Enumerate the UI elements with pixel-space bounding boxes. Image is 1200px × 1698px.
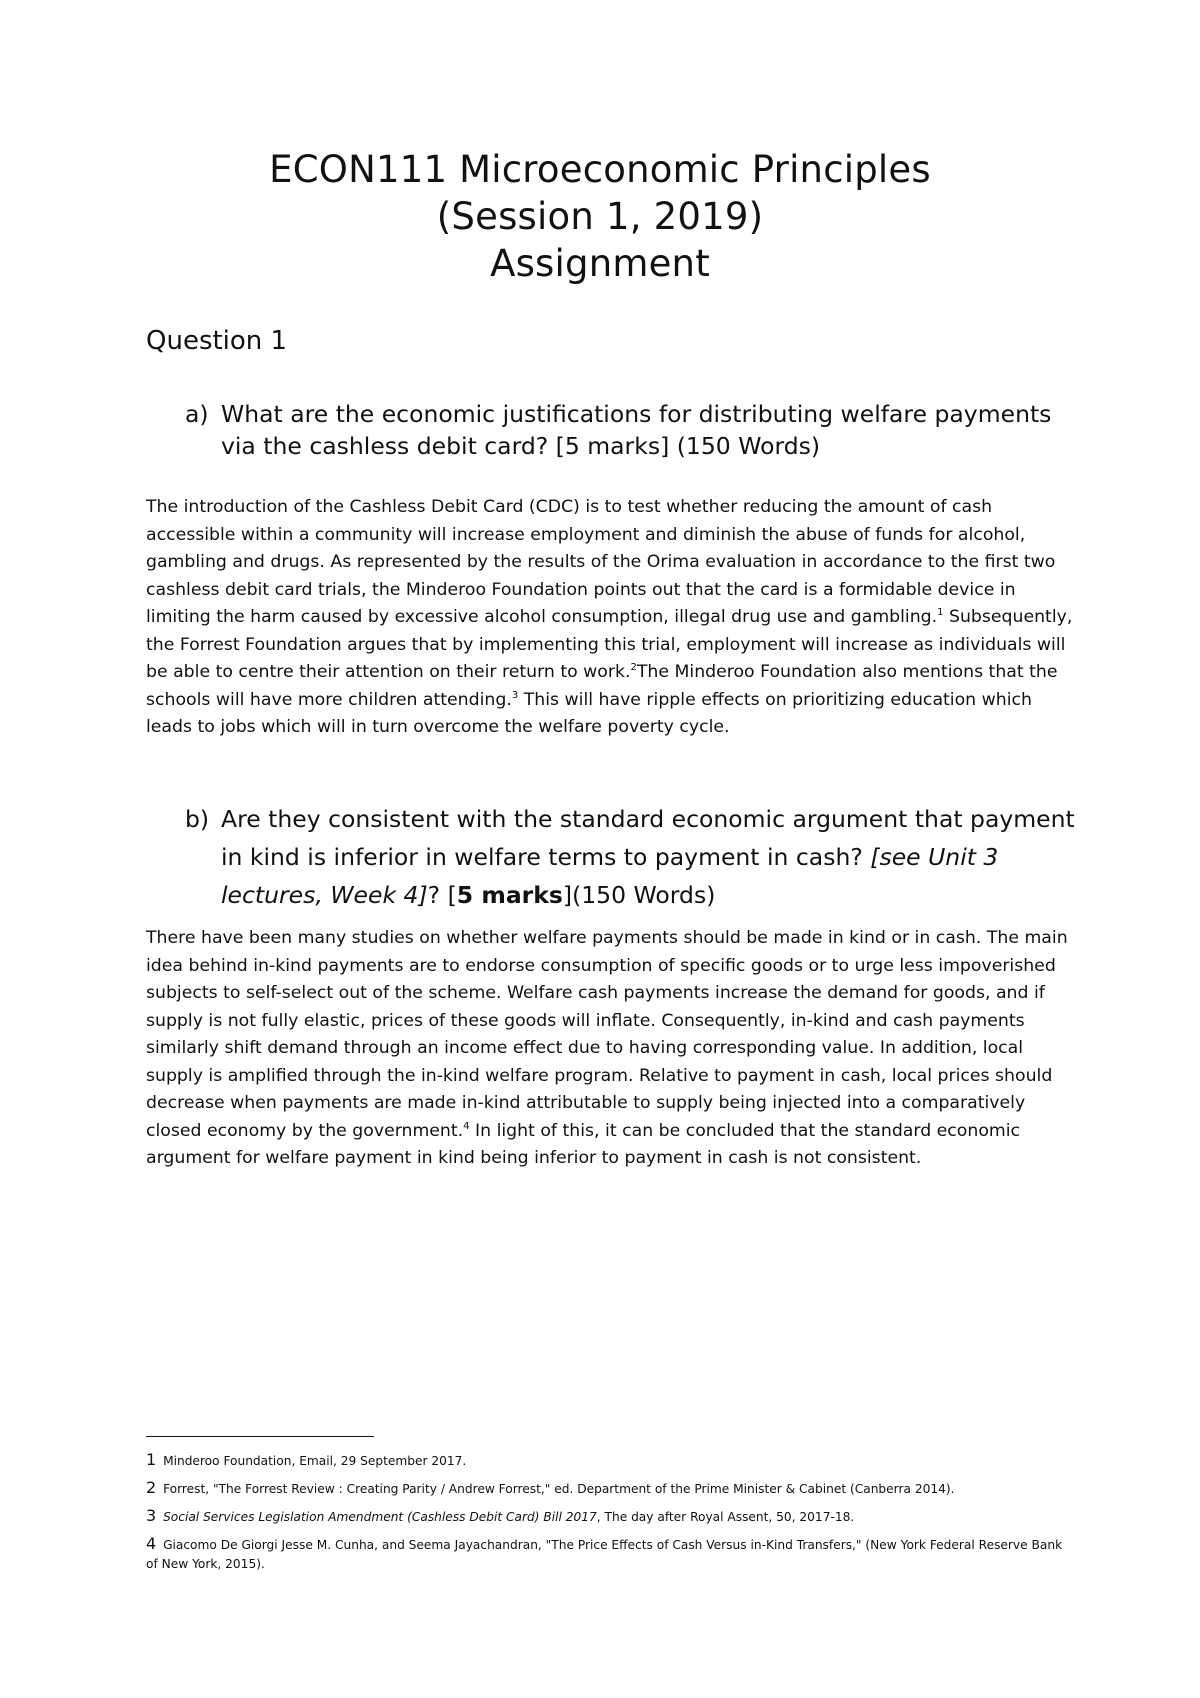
title-line-session: (Session 1, 2019) [436, 195, 764, 238]
answer-a [146, 494, 1076, 742]
footnote-number: 4 [146, 1534, 157, 1553]
question-b-main: Are they consistent with the standard economic argument that payment in kind is inferior in welfare terms to payment in cash? [221, 805, 1075, 871]
question-a-text: What are the economic justifications for distributing welfare payments via the cashless debit card? [5 marks] (150 Words) [221, 400, 1052, 460]
footnote-4 [146, 1534, 1076, 1574]
footnote-separator [146, 1436, 374, 1437]
answer-a-sentence-1: The introduction of the Cashless Debit Card (CDC) is to test whether reducing the amount of cash accessible within a community will increase employment and diminish the abuse of funds for alcohol, gambling and drugs. As represented by the results of the Orima evaluation in accordance to the first two cashless debit card trials, the Minderoo Foundation points out that the card is a formidable device in limiting the harm caused by excessive alcohol consumption, illegal drug use and gambling. [146, 497, 1056, 627]
footnote-3 [146, 1506, 1076, 1527]
footnote-text: Minderoo Foundation, Email, 29 September 2017. [163, 1454, 467, 1468]
question-b-text [221, 800, 1085, 914]
question-b-marks: 5 marks [456, 881, 563, 909]
footnote-ref-1: 1 [937, 607, 944, 619]
footnote-number: 1 [146, 1450, 157, 1469]
footnote-2 [146, 1478, 1076, 1499]
document-title [0, 146, 1200, 287]
question-a [185, 398, 1085, 462]
footnote-text: Giacomo De Giorgi Jesse M. Cunha, and Seema Jayachandran, "The Price Effects of Cash Versus in-Kind Transfers," (New York Federal Reserve Bank of New York, 2015). [146, 1538, 1063, 1571]
question-b-q: ? [ [427, 881, 457, 909]
footnote-number: 2 [146, 1478, 157, 1497]
footnote-number: 3 [146, 1506, 157, 1525]
question-b-words: ](150 Words) [562, 881, 716, 909]
footnote-ref-3: 3 [511, 689, 519, 701]
title-line-assignment: Assignment [490, 242, 710, 285]
answer-a-sentence-4: This will have ripple effects on prioritizing education which leads to jobs which will in turn overcome the welfare poverty cycle. [146, 689, 1032, 737]
question-b-label: b) [185, 805, 210, 833]
answer-a-paragraph [146, 494, 1076, 742]
footnote-text: Forrest, "The Forrest Review : Creating Parity / Andrew Forrest," ed. Department of the Prime Minister & Cabinet (Canberra 2014). [163, 1482, 955, 1496]
footnote-italic-title: Social Services Legislation Amendment (Cashless Debit Card) Bill 2017 [163, 1510, 597, 1524]
footnote-1 [146, 1450, 1076, 1471]
footnote-ref-2: 2 [630, 662, 637, 674]
answer-a-sentence-3: The Minderoo Foundation also mentions that the schools will have more children attending. [146, 662, 1058, 710]
answer-b [146, 925, 1076, 1173]
answer-b-paragraph [146, 925, 1076, 1173]
footnote-text: , The day after Royal Assent, 50, 2017-18. [596, 1510, 855, 1524]
answer-b-sentence-1: There have been many studies on whether welfare payments should be made in kind or in cash. The main idea behind in-kind payments are to endorse consumption of specific goods or to urge less impoverished subjects to self-select out of the scheme. Welfare cash payments increase the demand for goods, and if supply is not fully elastic, prices of these goods will inflate. Consequently, in-kind and cash payments similarly shift demand through an income effect due to having corresponding value. In addition, local supply is amplified through the in-kind welfare program. Relative to payment in cash, local prices should decrease when payments are made in-kind attributable to supply being injected into a comparatively closed economy by the government. [146, 928, 1068, 1141]
title-line-course: ECON111 Microeconomic Principles [269, 148, 931, 191]
answer-b-sentence-2: In light of this, it can be concluded that the standard economic argument for welfare payment in kind being inferior to payment in cash is not consistent. [146, 1120, 1021, 1168]
question-heading: Question 1 [146, 326, 288, 356]
footnotes [146, 1450, 1076, 1581]
question-b-reference: [see Unit 3 lectures, Week 4] [221, 843, 999, 909]
question-b [185, 800, 1085, 914]
question-a-label: a) [185, 400, 209, 428]
footnote-ref-4: 4 [463, 1120, 470, 1132]
answer-a-sentence-2: Subsequently, the Forrest Foundation argues that by implementing this trial, employment will increase as individuals will be able to centre their attention on their return to work. [146, 607, 1073, 682]
